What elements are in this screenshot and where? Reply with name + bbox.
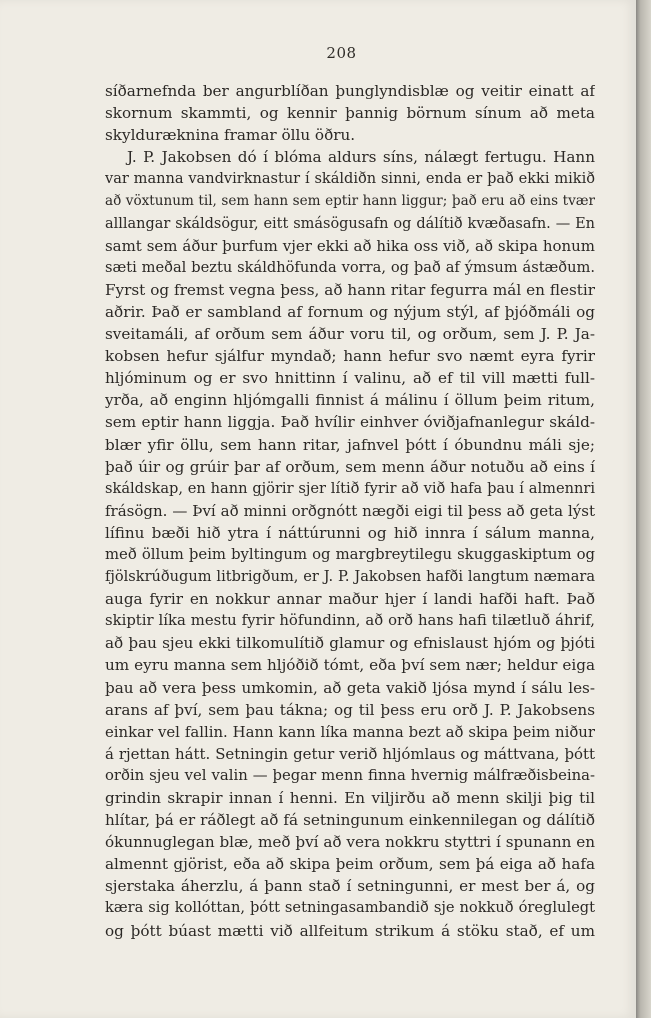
text-line: orðin sjeu vel valin — þegar menn finna hvernig málfræðisbeina- <box>105 766 595 784</box>
text-line: að þau sjeu ekki tilkomulítið glamur og efnislaust hjóm og þjóti <box>105 634 595 653</box>
text-line: um eyru manna sem hljóðið tómt, eða því sem nær; heldur eiga <box>105 656 595 675</box>
text-line: auga fyrir en nokkur annar maður hjer í landi hafði haft. Það <box>105 590 595 609</box>
text-line: ókunnuglegan blæ, með því að vera nokkru styttri í spunann en <box>105 833 595 852</box>
text-line: skiptir líka mestu fyrir höfundinn, að orð hans hafi tilætluð áhrif, <box>105 612 595 630</box>
text-line: J. P. Jakobsen dó í blóma aldurs síns, nálægt fertugu. Hann <box>127 148 595 167</box>
text-line: kobsen hefur sjálfur myndað; hann hefur svo næmt eyra fyrir <box>105 347 595 366</box>
text-line: sjerstaka áherzlu, á þann stað í setningunni, er mest ber á, og <box>105 877 595 896</box>
text-line: hljóminum og er svo hnittinn í valinu, að ef til vill mætti full- <box>105 369 595 388</box>
text-line: sveitamáli, af orðum sem áður voru til, og orðum, sem J. P. Ja- <box>105 325 595 344</box>
text-line: með öllum þeim byltingum og margbreytilegu skuggaskiptum og <box>105 545 595 563</box>
text-line: það úir og grúir þar af orðum, sem menn áður notuðu að eins í <box>105 457 595 476</box>
text-line: skáldskap, en hann gjörir sjer lítið fyrir að við hafa þau í almennri <box>105 479 595 497</box>
text-line: einkar vel fallin. Hann kann líka manna bezt að skipa þeim niður <box>105 722 595 741</box>
text-line: sem eptir hann liggja. Það hvílir einhver óviðjafnanlegur skáld- <box>105 413 595 432</box>
text-line: lífinu bæði hið ytra í náttúrunni og hið innra í sálum manna, <box>105 523 595 542</box>
text-line: að vöxtunum til, sem hann sem eptir hann liggur; það eru að eins tvær <box>105 193 595 210</box>
text-line: hlítar, þá er ráðlegt að fá setningunum einkennilegan og dálítið <box>105 811 595 830</box>
text-line: sæti meðal beztu skáldhöfunda vorra, og það af ýmsum ástæðum. <box>105 258 595 276</box>
text-line: kæra sig kollóttan, þótt setningasambandið sje nokkuð óreglulegt <box>105 899 595 917</box>
text-line: fjölskrúðugum litbrigðum, er J. P. Jakobsen hafði langtum næmara <box>105 568 595 586</box>
text-line: skornum skammti, og kennir þannig börnum sínum að meta <box>105 104 595 123</box>
text-line: yrða, að enginn hljómgalli finnist á málinu í öllum þeim ritum, <box>105 391 595 410</box>
text-line: skylduræknina framar öllu öðru. <box>105 126 356 145</box>
page-number: 208 <box>326 44 357 62</box>
text-line: á rjettan hátt. Setningin getur verið hljómlaus og máttvana, þótt <box>105 744 595 763</box>
text-line: frásögn. — Því að minni orðgnótt nægði eigi til þess að geta lýst <box>105 501 595 520</box>
text-line: samt sem áður þurfum vjer ekki að hika oss við, að skipa honum <box>105 236 595 255</box>
body-text <box>105 80 595 942</box>
text-line: og þótt búast mætti við allfeitum strikum á stöku stað, ef um <box>105 921 595 940</box>
text-line: þau að vera þess umkomin, að geta vakið ljósa mynd í sálu les- <box>105 678 595 697</box>
text-line: blær yfir öllu, sem hann ritar, jafnvel þótt í óbundnu máli sje; <box>105 435 595 454</box>
text-line: síðarnefnda ber angurblíðan þunglyndisblæ og veitir einatt af <box>105 82 595 100</box>
text-line: var manna vandvirknastur í skáldiðn sinni, enda er það ekki mikið <box>105 171 595 188</box>
text-line: Fyrst og fremst vegna þess, að hann ritar fegurra mál en flestir <box>105 280 595 299</box>
text-line: grindin skrapir innan í henni. En viljirðu að menn skilji þig til <box>105 789 595 807</box>
text-line: alllangar skáldsögur, eitt smásögusafn og dálítið kvæðasafn. — En <box>105 215 595 232</box>
page-edge <box>636 0 651 1018</box>
text-line: almennt gjörist, eða að skipa þeim orðum, sem þá eiga að hafa <box>105 855 595 874</box>
text-line: arans af því, sem þau tákna; og til þess eru orð J. P. Jakobsens <box>105 700 595 719</box>
text-line: aðrir. Það er sambland af fornum og nýjum stýl, af þjóðmáli og <box>105 302 595 321</box>
